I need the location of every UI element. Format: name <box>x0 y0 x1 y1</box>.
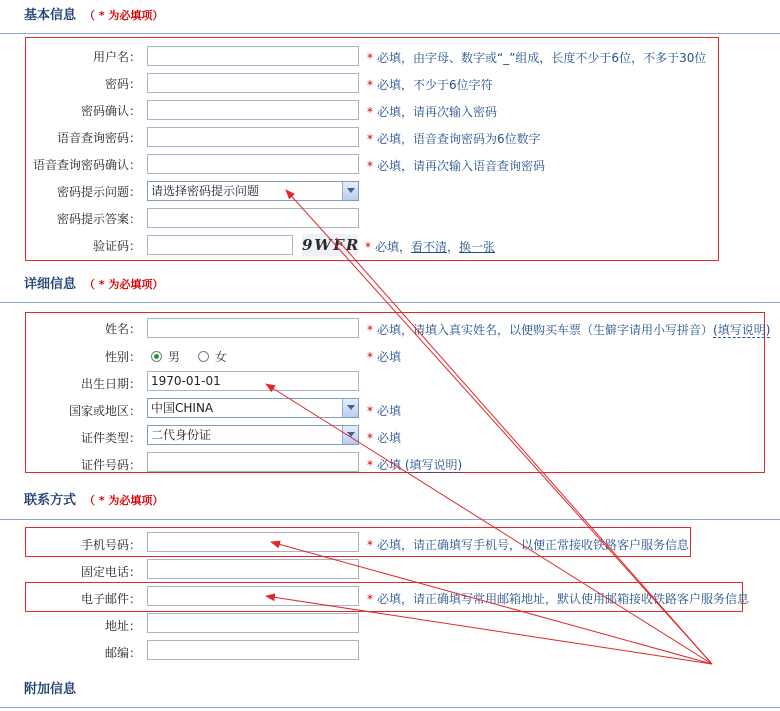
change-captcha-link[interactable]: 换一张 <box>459 240 496 254</box>
id-number-hint <box>367 456 462 473</box>
id-type-hint <box>367 429 401 446</box>
required-star: * <box>367 538 373 552</box>
hint-text: 必填，由字母、数字或“_”组成，长度不少于6位，不多于30位 <box>377 51 707 65</box>
hint-text: 必填，请再次输入语音查询密码 <box>377 159 546 173</box>
gender-male-label: 男 <box>168 350 181 364</box>
hint-text: 必填 <box>377 458 402 472</box>
captcha-hint <box>365 238 495 255</box>
hint-text: 必填， <box>375 240 412 254</box>
hint-separator: ， <box>447 240 460 254</box>
phone-input[interactable] <box>147 559 359 579</box>
select-value: 二代身份证 <box>151 428 212 442</box>
email-label: 电子邮件： <box>80 592 141 606</box>
section-title-text: 联系方式 <box>24 493 77 508</box>
phone-label: 固定电话： <box>80 565 141 579</box>
password-question-select[interactable] <box>147 181 359 201</box>
password-question-label: 密码提示问题： <box>56 185 141 199</box>
address-input[interactable] <box>147 613 359 633</box>
required-star: * <box>367 323 373 337</box>
address-label: 地址： <box>104 619 141 633</box>
required-star: * <box>367 458 373 472</box>
hint-text: 必填 <box>377 404 402 418</box>
voice-password-label: 语音查询密码： <box>56 131 141 145</box>
hint-text: 必填，请填入真实姓名，以便购买车票（生僻字请用小写拼音） <box>377 323 714 337</box>
section-divider <box>0 302 780 303</box>
voice-password-hint <box>367 130 541 147</box>
fill-instructions-link[interactable]: (填写说明) <box>404 458 463 472</box>
section-title-extra <box>24 678 76 697</box>
hint-text: 必填 <box>377 431 402 445</box>
voice-password-confirm-input[interactable] <box>147 154 359 174</box>
section-title-basic <box>24 4 163 23</box>
username-hint <box>367 49 706 66</box>
required-star: * <box>365 240 371 254</box>
hint-text: 必填 <box>377 350 402 364</box>
gender-label: 性别： <box>104 350 141 364</box>
email-hint <box>367 590 749 607</box>
id-number-label: 证件号码： <box>80 458 141 472</box>
required-note: （ * 为必填项） <box>84 278 164 291</box>
hint-text: 必填，不少于6位字符 <box>377 78 493 92</box>
required-star: * <box>367 592 373 606</box>
birthday-label: 出生日期： <box>80 377 141 391</box>
section-title-text: 详细信息 <box>24 277 77 292</box>
voice-password-confirm-label: 语音查询密码确认： <box>32 158 141 172</box>
chevron-down-icon[interactable] <box>342 182 358 200</box>
username-label: 用户名： <box>92 50 141 64</box>
captcha-image[interactable]: 9WFR <box>302 236 361 254</box>
email-input[interactable] <box>147 586 359 606</box>
hint-text: 必填，请再次输入密码 <box>377 105 498 119</box>
section-divider <box>0 707 780 708</box>
section-title-text: 基本信息 <box>24 8 77 23</box>
gender-male-radio[interactable] <box>151 351 162 362</box>
gender-female-label: 女 <box>214 350 227 364</box>
captcha-label: 验证码： <box>92 239 141 253</box>
required-star: * <box>367 404 373 418</box>
required-star: * <box>367 350 373 364</box>
required-note: （ * 为必填项） <box>84 494 164 507</box>
username-input[interactable] <box>147 46 359 66</box>
required-star: * <box>367 105 373 119</box>
voice-password-confirm-hint <box>367 157 545 174</box>
captcha-input[interactable] <box>147 235 293 255</box>
required-star: * <box>367 78 373 92</box>
country-hint <box>367 402 401 419</box>
section-divider <box>0 519 780 520</box>
chevron-down-icon[interactable] <box>342 399 358 417</box>
required-star: * <box>367 51 373 65</box>
chevron-down-icon[interactable] <box>342 426 358 444</box>
section-divider <box>0 33 780 34</box>
mobile-hint <box>367 536 689 553</box>
postcode-label: 邮编： <box>104 646 141 660</box>
id-type-select[interactable] <box>147 425 359 445</box>
mobile-label: 手机号码： <box>80 538 141 552</box>
required-star: * <box>367 159 373 173</box>
country-label: 国家或地区： <box>68 404 141 418</box>
password-label: 密码： <box>104 77 141 91</box>
hint-text: 必填，请正确填写手机号，以便正常接收铁路客户服务信息 <box>377 538 690 552</box>
postcode-input[interactable] <box>147 640 359 660</box>
name-hint <box>367 321 770 338</box>
password-confirm-hint <box>367 103 497 120</box>
gender-female-radio[interactable] <box>198 351 209 362</box>
gender-hint <box>367 348 401 365</box>
name-label: 姓名： <box>104 322 141 336</box>
mobile-input[interactable] <box>147 532 359 552</box>
section-title-detail <box>24 273 163 292</box>
country-select[interactable] <box>147 398 359 418</box>
voice-password-input[interactable] <box>147 127 359 147</box>
password-hint <box>367 76 493 93</box>
hint-text: 必填，语音查询密码为6位数字 <box>377 132 541 146</box>
fill-instructions-link[interactable]: (填写说明) <box>713 323 771 337</box>
section-title-contact <box>24 489 163 508</box>
password-confirm-input[interactable] <box>147 100 359 120</box>
password-input[interactable] <box>147 73 359 93</box>
gender-radio-group <box>151 348 227 365</box>
password-answer-label: 密码提示答案： <box>56 212 141 226</box>
password-answer-input[interactable] <box>147 208 359 228</box>
required-star: * <box>367 132 373 146</box>
select-value: 请选择密码提示问题 <box>151 184 260 198</box>
id-type-label: 证件类型： <box>80 431 141 445</box>
name-input[interactable] <box>147 318 359 338</box>
section-title-text: 附加信息 <box>24 682 77 697</box>
required-note: （ * 为必填项） <box>84 9 164 22</box>
annotation-box-basic <box>25 37 719 261</box>
cant-see-link[interactable]: 看不清 <box>411 240 448 254</box>
hint-text: 必填，请正确填写常用邮箱地址，默认使用邮箱接收铁路客户服务信息 <box>377 592 750 606</box>
required-star: * <box>367 431 373 445</box>
password-confirm-label: 密码确认： <box>80 104 141 118</box>
id-number-input[interactable] <box>147 452 359 472</box>
select-value: 中国CHINA <box>151 401 214 415</box>
birthday-input[interactable]: 1970-01-01 <box>147 371 359 391</box>
